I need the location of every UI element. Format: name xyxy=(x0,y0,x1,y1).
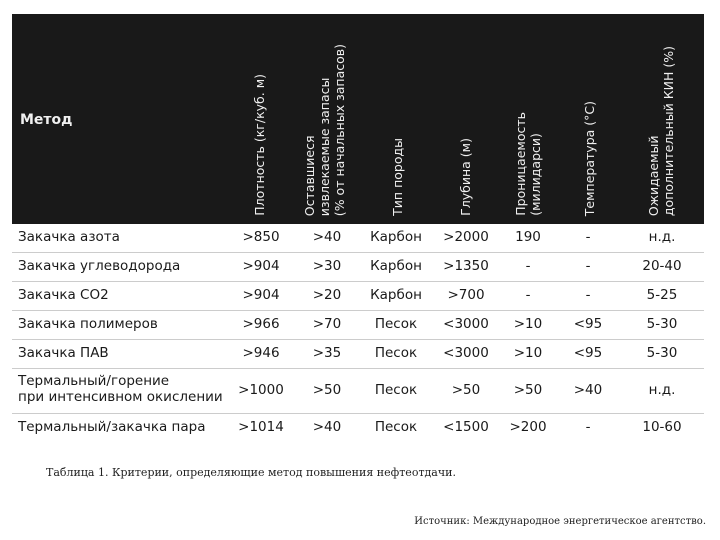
value-cell: Карбон xyxy=(370,287,422,303)
value-cell: >850 xyxy=(242,229,280,245)
reserves-column-header: Оставшиеся извлекаемые запасы (% от начальных запасов) xyxy=(302,43,347,216)
value-cell: 5-25 xyxy=(646,287,678,303)
value-cell: >50 xyxy=(312,382,342,398)
value-cell: <95 xyxy=(573,316,603,332)
table-row xyxy=(12,340,704,369)
method-cell: Закачка CO2 xyxy=(18,287,109,303)
value-cell: - xyxy=(585,287,591,303)
value-cell: - xyxy=(525,287,531,303)
value-cell: Песок xyxy=(374,316,418,332)
value-cell: >1000 xyxy=(238,382,284,398)
method-cell: Закачка азота xyxy=(18,229,120,245)
value-cell: >10 xyxy=(513,316,543,332)
value-cell: >10 xyxy=(513,345,543,361)
value-cell: - xyxy=(585,419,591,435)
value-cell: >1350 xyxy=(443,258,489,274)
value-cell: <3000 xyxy=(443,345,489,361)
value-cell: >20 xyxy=(312,287,342,303)
method-cell: Закачка ПАВ xyxy=(18,345,109,361)
value-cell: Песок xyxy=(374,419,418,435)
value-cell: <1500 xyxy=(443,419,489,435)
criteria-table xyxy=(12,14,704,442)
value-cell: >1014 xyxy=(238,419,284,435)
table-row xyxy=(12,414,704,442)
value-cell: >40 xyxy=(312,419,342,435)
table-caption: Таблица 1. Критерии, определяющие метод повышения нефтеотдачи. xyxy=(46,466,456,479)
value-cell: Песок xyxy=(374,382,418,398)
value-cell: >40 xyxy=(312,229,342,245)
method-cell: Термальный/закачка пара xyxy=(18,419,206,435)
table-row xyxy=(12,311,704,340)
value-cell: >946 xyxy=(242,345,280,361)
table-row xyxy=(12,253,704,282)
density-column-header: Плотность (кг/куб. м) xyxy=(252,74,267,216)
method-cell: Закачка углеводорода xyxy=(18,258,181,274)
value-cell: - xyxy=(585,229,591,245)
value-cell: Песок xyxy=(374,345,418,361)
table-row xyxy=(12,224,704,253)
value-cell: 5-30 xyxy=(646,316,678,332)
value-cell: >700 xyxy=(447,287,485,303)
table-row xyxy=(12,369,704,414)
value-cell: >50 xyxy=(451,382,481,398)
value-cell: <3000 xyxy=(443,316,489,332)
value-cell: н.д. xyxy=(648,229,676,245)
value-cell: - xyxy=(525,258,531,274)
value-cell: Карбон xyxy=(370,258,422,274)
value-cell: >904 xyxy=(242,258,280,274)
value-cell: >904 xyxy=(242,287,280,303)
value-cell: 10-60 xyxy=(642,419,682,435)
value-cell: <95 xyxy=(573,345,603,361)
table-body xyxy=(12,224,704,442)
value-cell: 5-30 xyxy=(646,345,678,361)
permeability-column-header: Проницаемость (милидарси) xyxy=(513,112,543,216)
value-cell: 190 xyxy=(515,229,541,245)
method-cell: Закачка полимеров xyxy=(18,316,158,332)
value-cell: >35 xyxy=(312,345,342,361)
value-cell: 20-40 xyxy=(642,258,682,274)
method-cell: Термальный/горение при интенсивном окислении xyxy=(18,373,223,405)
value-cell: >200 xyxy=(509,419,547,435)
rock-type-column-header: Тип породы xyxy=(390,138,405,216)
table-row xyxy=(12,282,704,311)
source-note: Источник: Международное энергетическое агентство. xyxy=(414,516,706,527)
value-cell: - xyxy=(585,258,591,274)
expected-recovery-column-header: Ожидаемый дополнительный КИН (%) xyxy=(646,45,676,216)
depth-column-header: Глубина (м) xyxy=(458,138,473,216)
value-cell: >40 xyxy=(573,382,603,398)
value-cell: Карбон xyxy=(370,229,422,245)
method-column-header: Метод xyxy=(20,112,73,128)
value-cell: >30 xyxy=(312,258,342,274)
value-cell: >966 xyxy=(242,316,280,332)
table-header xyxy=(12,14,704,224)
value-cell: >70 xyxy=(312,316,342,332)
value-cell: >2000 xyxy=(443,229,489,245)
value-cell: >50 xyxy=(513,382,543,398)
value-cell: н.д. xyxy=(648,382,676,398)
temperature-column-header: Температура (°С) xyxy=(582,100,597,216)
